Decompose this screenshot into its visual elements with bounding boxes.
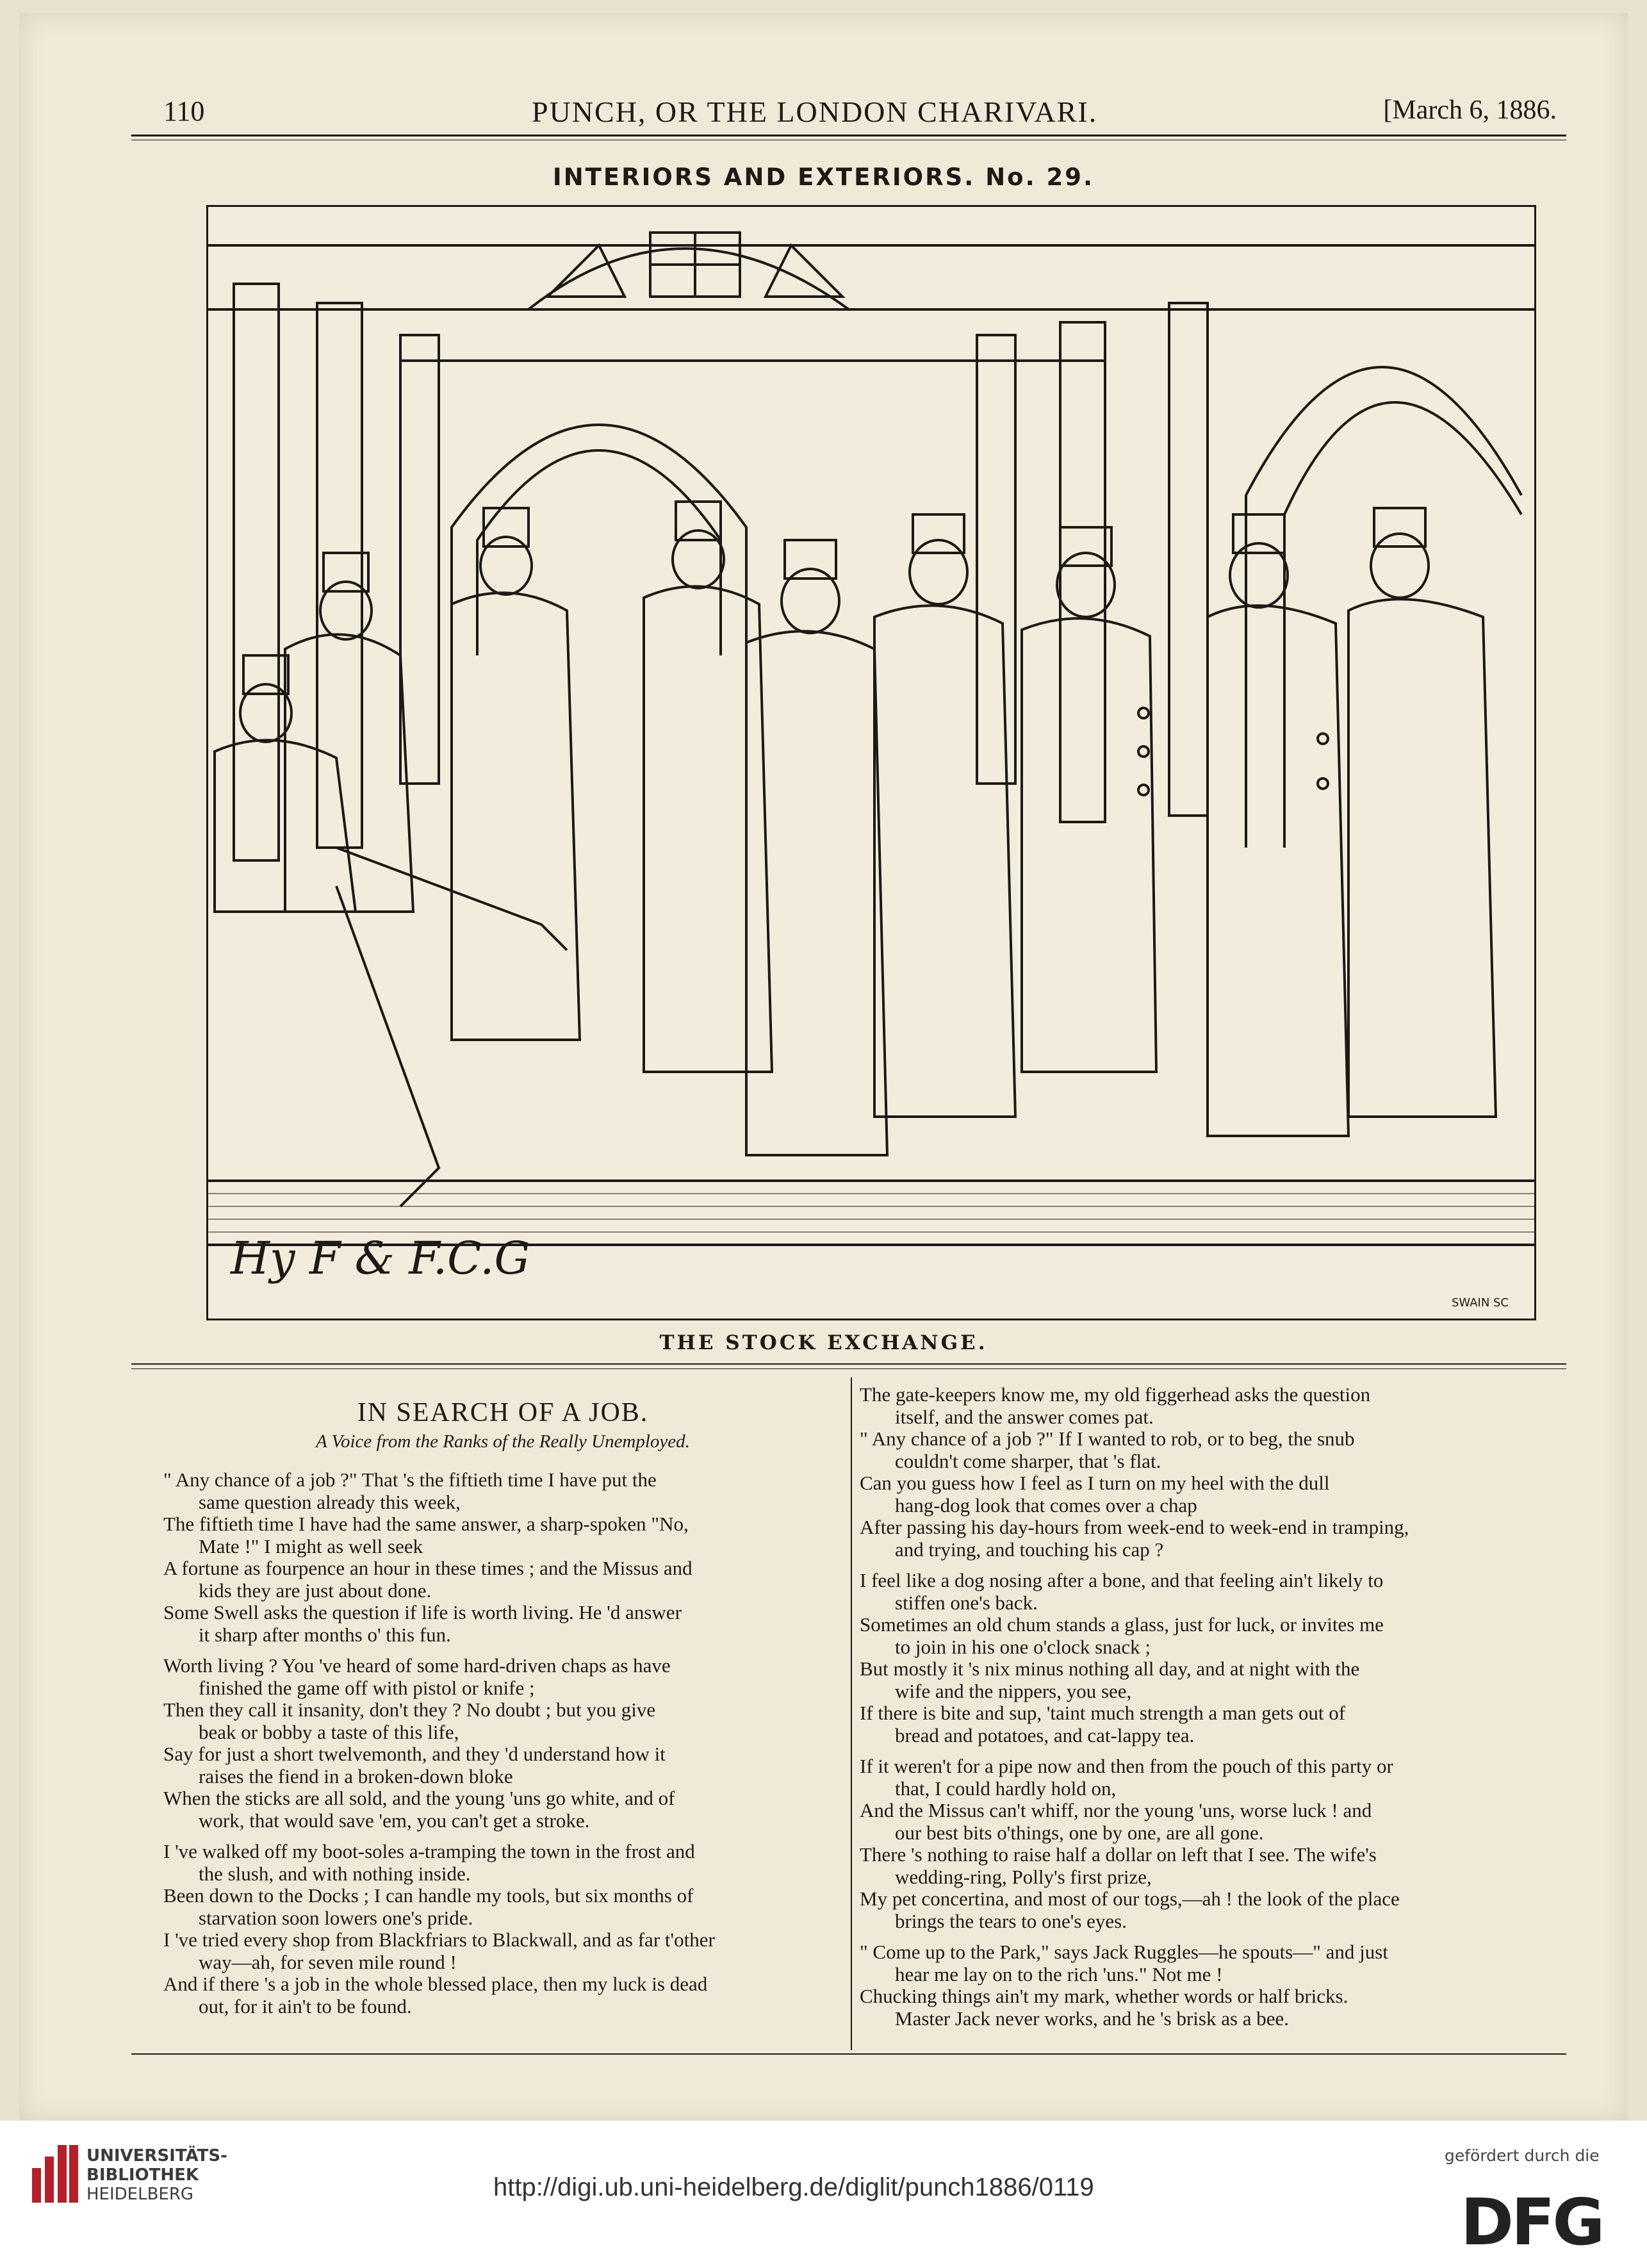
poem-line: There 's nothing to raise half a dollar on left that I see. The wife's: [860, 1843, 1377, 1866]
poem-line: the slush, and with nothing inside.: [199, 1862, 471, 1885]
header-rule: [131, 135, 1566, 136]
poem-line: Can you guess how I feel as I turn on my heel with the dull: [860, 1472, 1330, 1494]
stanza: [163, 1655, 842, 1832]
funding-note: gefördert durch die: [1445, 2146, 1600, 2165]
poem-line: I 've tried every shop from Blackfriars to Blackwall, and as far t'other: [163, 1928, 715, 1951]
poem-line: to join in his one o'clock snack ;: [895, 1635, 1151, 1658]
section-title: INTERIORS AND EXTERIORS. No. 29.: [552, 163, 1095, 191]
engraving-drawing: [208, 207, 1534, 1319]
poem-line: couldn't come sharper, that 's flat.: [895, 1449, 1161, 1472]
running-title: PUNCH, OR THE LONDON CHARIVARI.: [532, 95, 1098, 128]
library-name-line-3: HEIDELBERG: [86, 2185, 194, 2204]
page-header: [163, 95, 1557, 133]
poem-line: Master Jack never works, and he 's brisk as a bee.: [895, 2007, 1290, 2030]
poem-line: kids they are just about done.: [199, 1579, 432, 1602]
poem-line: finished the game off with pistol or knife ;: [199, 1676, 535, 1699]
poem-line: My pet concertina, and most of our togs,—ah ! the look of the place: [860, 1887, 1400, 1910]
poem-line: Worth living ? You 've heard of some hard-driven chaps as have: [163, 1654, 671, 1677]
poem-line: If there is bite and sup, 'taint much strength a man gets out of: [860, 1702, 1346, 1724]
poem-line: stiffen one's back.: [895, 1591, 1038, 1614]
library-name-line-2: BIBLIOTHEK: [86, 2165, 199, 2185]
poem-right-column: [860, 1384, 1564, 2039]
poem-line: The gate-keepers know me, my old figgerhead asks the question: [860, 1383, 1371, 1406]
column-divider: [851, 1377, 852, 2050]
poem-line: brings the tears to one's eyes.: [895, 1909, 1127, 1932]
poem-line: wife and the nippers, you see,: [895, 1679, 1132, 1702]
poem-line: beak or bobby a taste of this life,: [199, 1720, 459, 1743]
poem-line: Chucking things ain't my mark, whether words or half bricks.: [860, 1985, 1348, 2007]
poem-line: Say for just a short twelvemonth, and they 'd understand how it: [163, 1743, 666, 1765]
document-url-link[interactable]: http://digi.ub.uni-heidelberg.de/diglit/punch1886/0119: [493, 2173, 1094, 2201]
poem-line: way—ah, for seven mile round !: [199, 1950, 457, 1973]
poem-line: starvation soon lowers one's pride.: [199, 1906, 473, 1929]
engraver-mark: SWAIN SC: [1451, 1296, 1509, 1310]
poem-line: And the Missus can't whiff, nor the young 'uns, worse luck ! and: [860, 1799, 1372, 1821]
poem-title: IN SEARCH OF A JOB.: [357, 1398, 649, 1427]
poem-line: work, that would save 'em, you can't get a stroke.: [199, 1809, 590, 1832]
poem-line: I 've walked off my boot-soles a-tramping the town in the frost and: [163, 1840, 695, 1862]
right-stanzas: [860, 1384, 1564, 2030]
stanza: [163, 1841, 842, 2017]
library-name-line-1: UNIVERSITÄTS-: [86, 2146, 227, 2165]
issue-date: [March 6, 1886.: [1383, 95, 1557, 125]
stanza: [860, 1384, 1564, 1561]
poem-line: Sometimes an old chum stands a glass, just for luck, or invites me: [860, 1613, 1384, 1636]
page-number: 110: [163, 95, 205, 127]
poem-line: and trying, and touching his cap ?: [895, 1538, 1164, 1561]
illustration-caption: THE STOCK EXCHANGE.: [659, 1331, 988, 1354]
poem-line: Mate !" I might as well seek: [199, 1534, 423, 1557]
poem-line: The fiftieth time I have had the same answer, a sharp-spoken "No,: [163, 1513, 689, 1535]
artist-signature: Hy F & F.C.G: [231, 1232, 530, 1285]
poem-line: same question already this week,: [199, 1490, 461, 1513]
caption-rule: [131, 1363, 1566, 1365]
poem-line: it sharp after months o' this fun.: [199, 1623, 451, 1646]
poem-line: raises the fiend in a broken-down bloke: [199, 1764, 513, 1787]
bottom-rule: [131, 2053, 1566, 2055]
stanza: [860, 1570, 1564, 1746]
poem-left-column: [163, 1384, 842, 2026]
poem-line: Some Swell asks the question if life is worth living. He 'd answer: [163, 1601, 682, 1623]
dfg-logo: DFG: [1461, 2185, 1603, 2260]
poem-line: I feel like a dog nosing after a bone, and that feeling ain't likely to: [860, 1569, 1384, 1591]
stanza: [163, 1469, 842, 1646]
stanza: [860, 1941, 1564, 2030]
caption-rule-thin: [131, 1368, 1566, 1369]
poem-line: itself, and the answer comes pat.: [895, 1405, 1154, 1428]
digitization-footer: [0, 2121, 1647, 2268]
poem-line: that, I could hardly hold on,: [895, 1777, 1117, 1800]
poem-line: A fortune as fourpence an hour in these times ; and the Missus and: [163, 1557, 692, 1579]
poem-subtitle: A Voice from the Ranks of the Really Unemployed.: [316, 1431, 690, 1452]
poem-line: wedding-ring, Polly's first prize,: [895, 1865, 1152, 1888]
library-logo-icon: [32, 2145, 78, 2203]
poem-line: When the sticks are all sold, and the young 'uns go white, and of: [163, 1787, 675, 1809]
left-stanzas: [163, 1469, 842, 2017]
poem-line: But mostly it 's nix minus nothing all day, and at night with the: [860, 1657, 1360, 1680]
poem-line: And if there 's a job in the whole blessed place, then my luck is dead: [163, 1973, 708, 1995]
stock-exchange-engraving: [206, 205, 1536, 1320]
poem-line: out, for it ain't to be found.: [199, 1994, 412, 2017]
poem-line: " Come up to the Park," says Jack Ruggles—he spouts—" and just: [860, 1941, 1388, 1963]
poem-line: hear me lay on to the rich 'uns." Not me !: [895, 1962, 1223, 1985]
stanza: [860, 1755, 1564, 1932]
poem-line: bread and potatoes, and cat-lappy tea.: [895, 1723, 1195, 1746]
poem-line: our best bits o'things, one by one, are all gone.: [895, 1821, 1264, 1844]
library-name: [86, 2146, 227, 2204]
poem-line: " Any chance of a job ?" If I wanted to rob, or to beg, the snub: [860, 1427, 1355, 1450]
poem-line: Been down to the Docks ; I can handle my tools, but six months of: [163, 1884, 694, 1907]
poem-line: " Any chance of a job ?" That 's the fiftieth time I have put the: [163, 1468, 657, 1491]
poem-line: After passing his day-hours from week-end to week-end in tramping,: [860, 1516, 1409, 1538]
poem-line: hang-dog look that comes over a chap: [895, 1493, 1197, 1516]
poem-line: If it weren't for a pipe now and then from the pouch of this party or: [860, 1755, 1393, 1777]
poem-line: Then they call it insanity, don't they ? No doubt ; but you give: [163, 1698, 656, 1721]
